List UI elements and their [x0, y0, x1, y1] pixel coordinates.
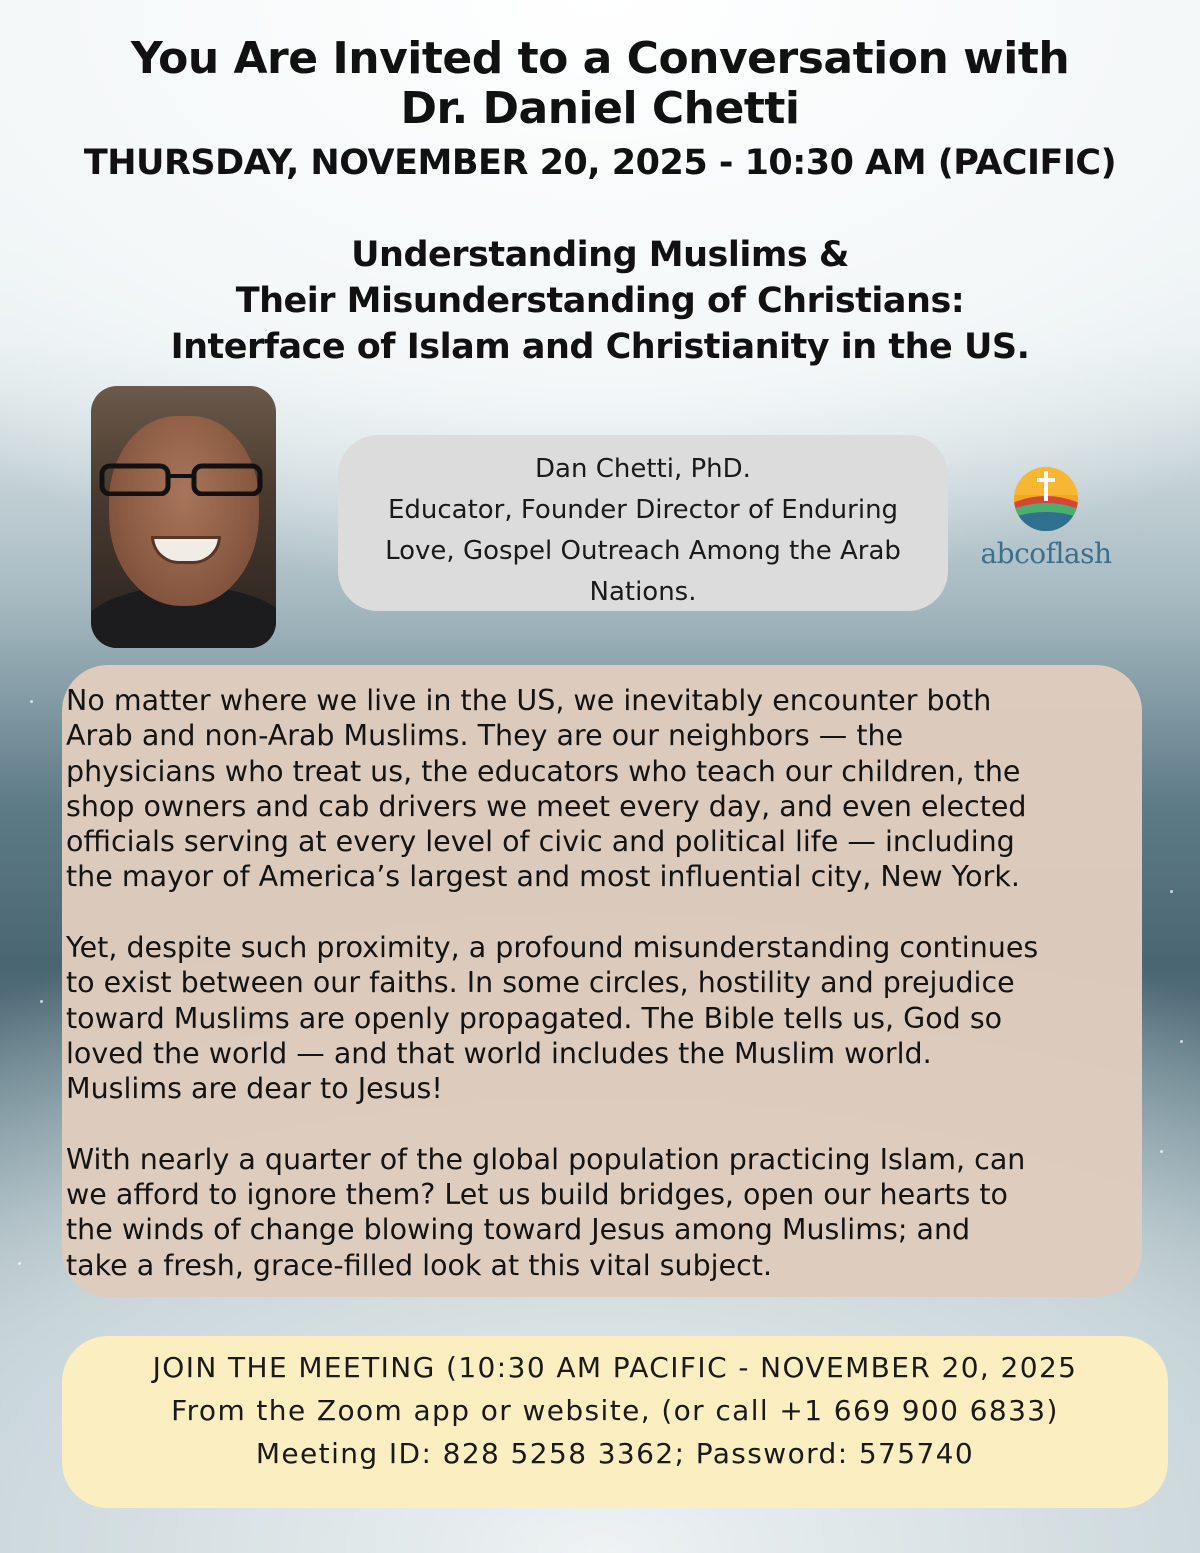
meeting-credentials: Meeting ID: 828 5258 3362; Password: 575740 — [255, 1437, 975, 1470]
star-dot — [30, 700, 33, 703]
speaker-bio-line: Educator, Founder Director of Enduring — [387, 495, 899, 525]
paragraph-line: officials serving at every level of civic and political life — including — [66, 825, 1015, 859]
cross-globe-icon — [1008, 465, 1084, 531]
photo-face — [109, 416, 259, 606]
paragraph-line: Muslims are dear to Jesus! — [66, 1072, 443, 1106]
topic-line2: Their Misunderstanding of Christians: — [235, 281, 965, 321]
star-dot — [1160, 1150, 1163, 1153]
paragraph-line: to exist between our faiths. In some circles, hostility and prejudice — [66, 966, 1015, 1000]
paragraph-line: take a fresh, grace-filled look at this vital subject. — [66, 1248, 773, 1282]
star-dot — [1180, 1040, 1183, 1043]
speaker-bio-line: Nations. — [589, 577, 697, 607]
paragraph-line: toward Muslims are openly propagated. The Bible tells us, God so — [66, 1001, 1003, 1035]
paragraph-line: Arab and non-Arab Muslims. They are our neighbors — the — [66, 719, 904, 753]
star-dot — [18, 1262, 21, 1265]
paragraph-line: loved the world — and that world includes the Muslim world. — [66, 1036, 932, 1070]
zoom-call-info: From the Zoom app or website, (or call +1 669 900 6833) — [171, 1394, 1059, 1427]
glasses-icon — [96, 462, 266, 496]
logo-wordmark: abcoflash — [980, 537, 1112, 570]
event-datetime: THURSDAY, NOVEMBER 20, 2025 - 10:30 AM (PACIFIC) — [83, 143, 1117, 183]
abcoflash-logo — [976, 465, 1116, 575]
paragraph-line: physicians who treat us, the educators who teach our children, the — [66, 754, 1021, 788]
join-meeting-heading: JOIN THE MEETING (10:30 AM PACIFIC - NOVEMBER 20, 2025 — [152, 1351, 1078, 1384]
paragraph-line: shop owners and cab drivers we meet every day, and even elected — [66, 789, 1027, 823]
invite-title-line1: You Are Invited to a Conversation with — [130, 33, 1070, 84]
speaker-photo — [91, 386, 276, 648]
paragraph-line: With nearly a quarter of the global population practicing Islam, can — [66, 1142, 1026, 1176]
paragraph-line: the winds of change blowing toward Jesus among Muslims; and — [66, 1213, 971, 1247]
topic-line3: Interface of Islam and Christianity in the US. — [170, 327, 1030, 367]
paragraph-line: we afford to ignore them? Let us build bridges, open our hearts to — [66, 1178, 1008, 1212]
speaker-bio-line: Love, Gospel Outreach Among the Arab — [385, 536, 901, 566]
paragraph-line: the mayor of America’s largest and most influential city, New York. — [66, 860, 1020, 894]
invite-title-line2: Dr. Daniel Chetti — [400, 83, 800, 134]
description-box — [62, 665, 1142, 1297]
paragraph-line: Yet, despite such proximity, a profound misunderstanding continues — [66, 931, 1039, 965]
speaker-bio-line: Dan Chetti, PhD. — [535, 454, 751, 484]
star-dot — [1170, 890, 1173, 893]
topic-line1: Understanding Muslims & — [351, 235, 849, 275]
star-dot — [40, 1000, 43, 1003]
paragraph-line: No matter where we live in the US, we inevitably encounter both — [66, 684, 992, 717]
speaker-bio-box — [338, 435, 948, 611]
join-meeting-box — [62, 1336, 1168, 1508]
